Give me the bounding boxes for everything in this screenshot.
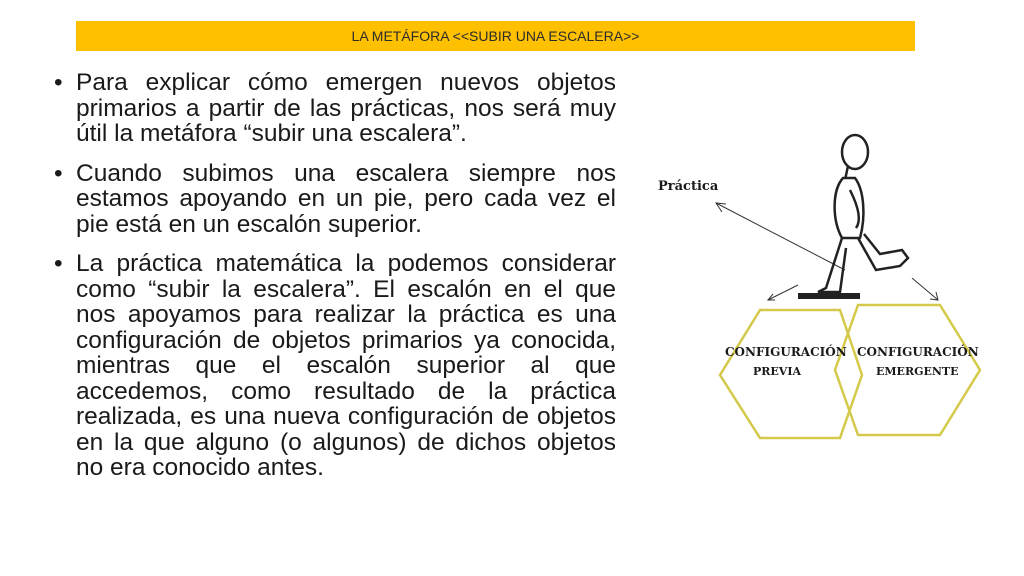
hexagon-left-label-1: CONFIGURACIÓN	[725, 345, 847, 359]
walking-person-icon	[818, 135, 908, 292]
stair-metaphor-diagram	[650, 120, 990, 450]
down-arrow-right	[912, 278, 938, 300]
hexagon-left-label-2: PREVIA	[753, 365, 802, 378]
bullet-item-3: • La práctica matemática la podemos considerar como “subir la escalera”. El escalón en el que nos apoyamos para realizar la práctica es una configuración de objetos primarios ya conocida, mientras que el escalón superior al que accedemos, como resultado de la práctica realizada, es una nueva configuración de objetos en la que alguno (o algunos) de dichos objetos no era conocido antes.	[54, 251, 616, 481]
practice-arrow	[716, 203, 845, 270]
stair-step	[798, 293, 860, 299]
bullet-item-2: • Cuando subimos una escalera siempre nos estamos apoyando en un pie, pero cada vez el pie está en un escalón superior.	[54, 161, 616, 238]
practice-label: Práctica	[658, 179, 719, 194]
hexagon-right-label-2: EMERGENTE	[876, 365, 959, 378]
down-arrow-left	[768, 285, 798, 300]
stair-metaphor-figure	[650, 120, 990, 450]
slide-title-bar	[76, 21, 915, 51]
hexagon-right-label-1: CONFIGURACIÓN	[857, 345, 979, 359]
bullet-list	[54, 70, 616, 495]
slide-title: LA METÁFORA <<SUBIR UNA ESCALERA>>	[351, 28, 640, 44]
bullet-item-1: • Para explicar cómo emergen nuevos objetos primarios a partir de las prácticas, nos será muy útil la metáfora “subir una escalera”.	[54, 70, 616, 147]
